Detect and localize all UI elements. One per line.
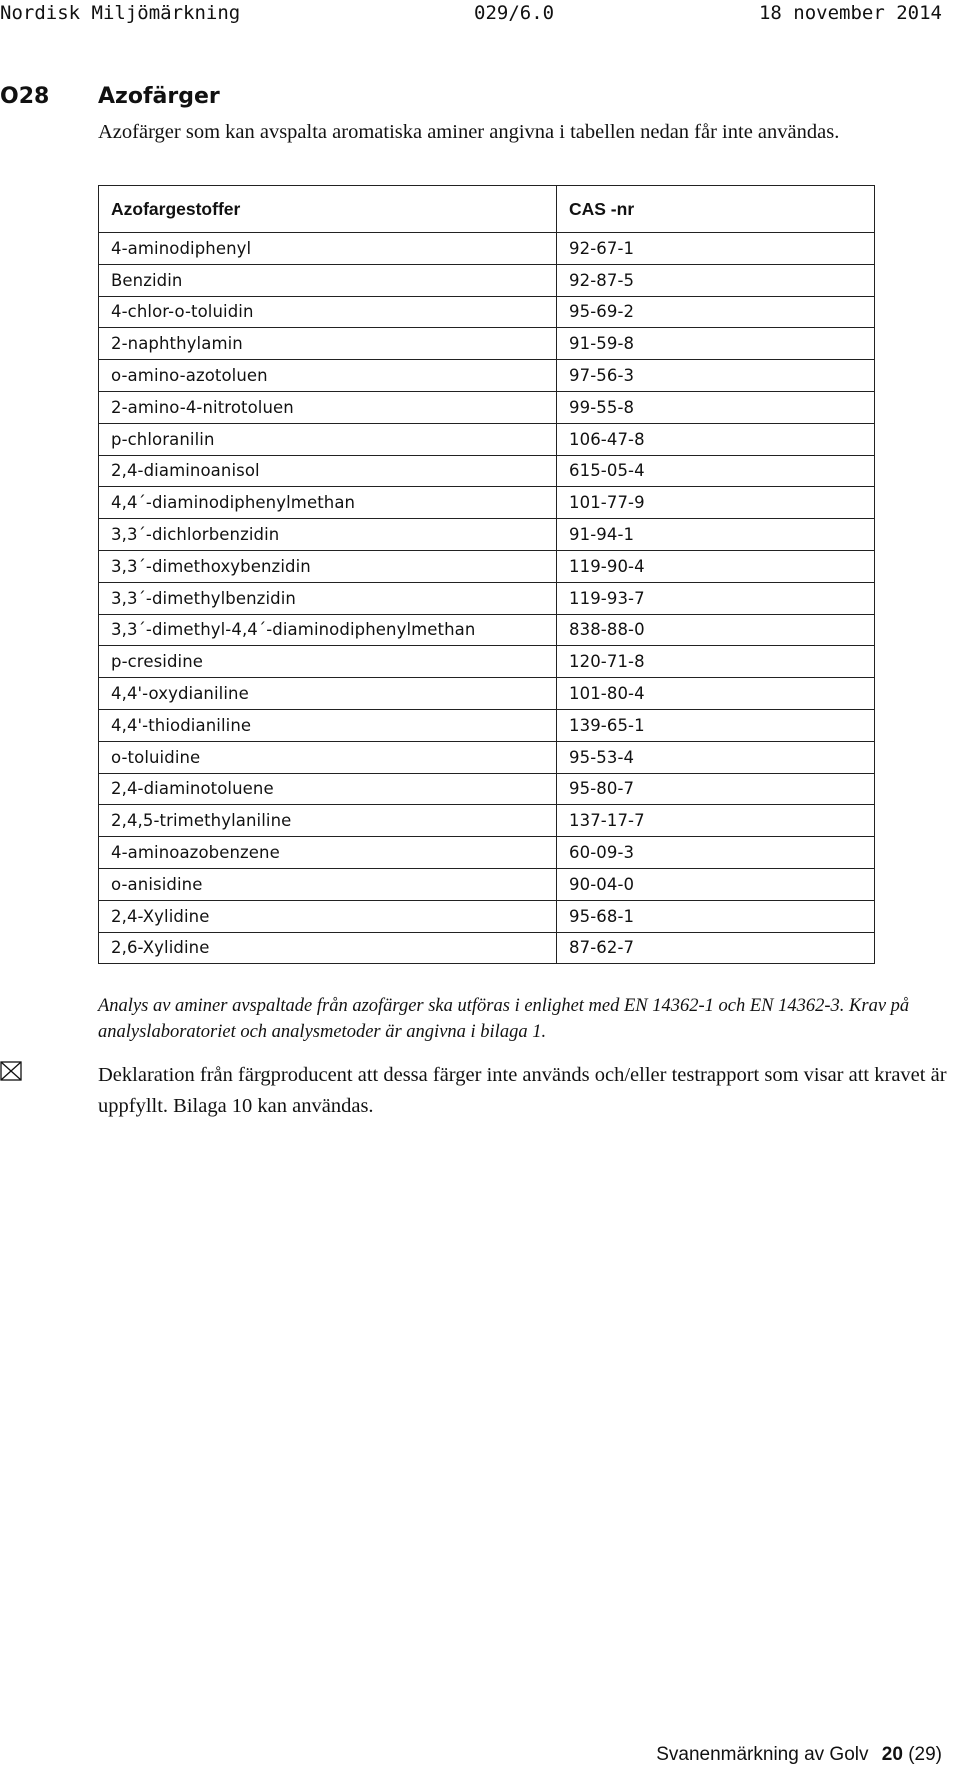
table-row: [99, 328, 875, 360]
cell-substance: 4-chlor-o-toluidin: [99, 296, 557, 328]
cell-cas-number: 139-65-1: [557, 709, 875, 741]
checkbox-icon: [0, 1061, 22, 1081]
cell-cas-number: 91-94-1: [557, 519, 875, 551]
cell-cas-number: 92-87-5: [557, 264, 875, 296]
cell-cas-number: 92-67-1: [557, 233, 875, 265]
table-row: [99, 932, 875, 964]
declaration-text: Deklaration från färgproducent att dessa färger inte används och/eller testrapport som visar att kravet är uppfyllt. Bilaga 10 kan användas.: [98, 1064, 947, 1117]
cell-substance: o-anisidine: [99, 868, 557, 900]
table-row: [99, 646, 875, 678]
requirement-title: Azofärger: [98, 84, 220, 109]
cell-cas-number: 95-68-1: [557, 900, 875, 932]
table-row: [99, 837, 875, 869]
cell-cas-number: 95-80-7: [557, 773, 875, 805]
cell-cas-number: 120-71-8: [557, 646, 875, 678]
cell-substance: 3,3´-dichlorbenzidin: [99, 519, 557, 551]
requirement-intro: Azofärger som kan avspalta aromatiska aminer angivna i tabellen nedan får inte användas.: [98, 121, 840, 143]
table-row: [99, 423, 875, 455]
header-document-number: 029/6.0: [474, 2, 555, 24]
table-row: [99, 741, 875, 773]
analysis-note: Analys av aminer avspaltade från azofärger ska utföras i enlighet med EN 14362-1 och EN 14362-3. Krav på analyslaboratoriet och analysmetoder är angivna i bilaga 1.: [98, 996, 910, 1042]
header-organization: Nordisk Miljömärkning: [0, 2, 241, 24]
cell-substance: 2,4-diaminotoluene: [99, 773, 557, 805]
table-row: [99, 614, 875, 646]
cell-cas-number: 615-05-4: [557, 455, 875, 487]
cell-substance: 3,3´-dimethylbenzidin: [99, 582, 557, 614]
cell-substance: 3,3´-dimethoxybenzidin: [99, 550, 557, 582]
cell-substance: p-chloranilin: [99, 423, 557, 455]
cell-substance: 4,4´-diaminodiphenylmethan: [99, 487, 557, 519]
table-row: [99, 519, 875, 551]
requirement-code: O28: [0, 84, 50, 109]
table-row: [99, 900, 875, 932]
table-row: [99, 868, 875, 900]
cell-substance: o-toluidine: [99, 741, 557, 773]
table-row: [99, 360, 875, 392]
table-row: [99, 296, 875, 328]
cell-substance: o-amino-azotoluen: [99, 360, 557, 392]
table-row: [99, 264, 875, 296]
cell-substance: 4,4'-thiodianiline: [99, 709, 557, 741]
table-row: [99, 678, 875, 710]
cell-cas-number: 119-93-7: [557, 582, 875, 614]
cell-substance: 2-naphthylamin: [99, 328, 557, 360]
cell-cas-number: 137-17-7: [557, 805, 875, 837]
cell-cas-number: 90-04-0: [557, 868, 875, 900]
cell-substance: 4-aminoazobenzene: [99, 837, 557, 869]
cell-cas-number: 87-62-7: [557, 932, 875, 964]
header-date: 18 november 2014: [758, 2, 942, 24]
cell-cas-number: 99-55-8: [557, 391, 875, 423]
column-header-cas: CAS -nr: [557, 186, 875, 233]
table-row: [99, 391, 875, 423]
cell-substance: 2,4-diaminoanisol: [99, 455, 557, 487]
table-row: [99, 773, 875, 805]
cell-cas-number: 101-80-4: [557, 678, 875, 710]
table-body: [99, 233, 875, 964]
table-row: [99, 233, 875, 265]
page-footer: [656, 1744, 942, 1766]
cell-cas-number: 95-69-2: [557, 296, 875, 328]
azo-dyes-table: [98, 185, 875, 964]
table-row: [99, 455, 875, 487]
table-row: [99, 709, 875, 741]
cell-cas-number: 101-77-9: [557, 487, 875, 519]
page-number: 20: [881, 1744, 903, 1765]
cell-cas-number: 106-47-8: [557, 423, 875, 455]
cell-substance: 4-aminodiphenyl: [99, 233, 557, 265]
cell-cas-number: 91-59-8: [557, 328, 875, 360]
cell-substance: Benzidin: [99, 264, 557, 296]
cell-substance: 2-amino-4-nitrotoluen: [99, 391, 557, 423]
page-header: [0, 0, 960, 30]
footer-label: Svanenmärkning av Golv: [656, 1744, 869, 1765]
cell-cas-number: 60-09-3: [557, 837, 875, 869]
table-row: [99, 487, 875, 519]
page-total: (29): [908, 1744, 942, 1765]
cell-substance: 4,4'-oxydianiline: [99, 678, 557, 710]
cell-substance: 2,4-Xylidine: [99, 900, 557, 932]
column-header-substance: Azofargestoffer: [99, 186, 557, 233]
cell-substance: 2,6-Xylidine: [99, 932, 557, 964]
table-row: [99, 550, 875, 582]
table-row: [99, 582, 875, 614]
cell-cas-number: 119-90-4: [557, 550, 875, 582]
cell-cas-number: 95-53-4: [557, 741, 875, 773]
cell-cas-number: 838-88-0: [557, 614, 875, 646]
cell-substance: 3,3´-dimethyl-4,4´-diaminodiphenylmethan: [99, 614, 557, 646]
table-row: [99, 805, 875, 837]
cell-substance: 2,4,5-trimethylaniline: [99, 805, 557, 837]
table-header-row: [99, 186, 875, 233]
cell-cas-number: 97-56-3: [557, 360, 875, 392]
cell-substance: p-cresidine: [99, 646, 557, 678]
